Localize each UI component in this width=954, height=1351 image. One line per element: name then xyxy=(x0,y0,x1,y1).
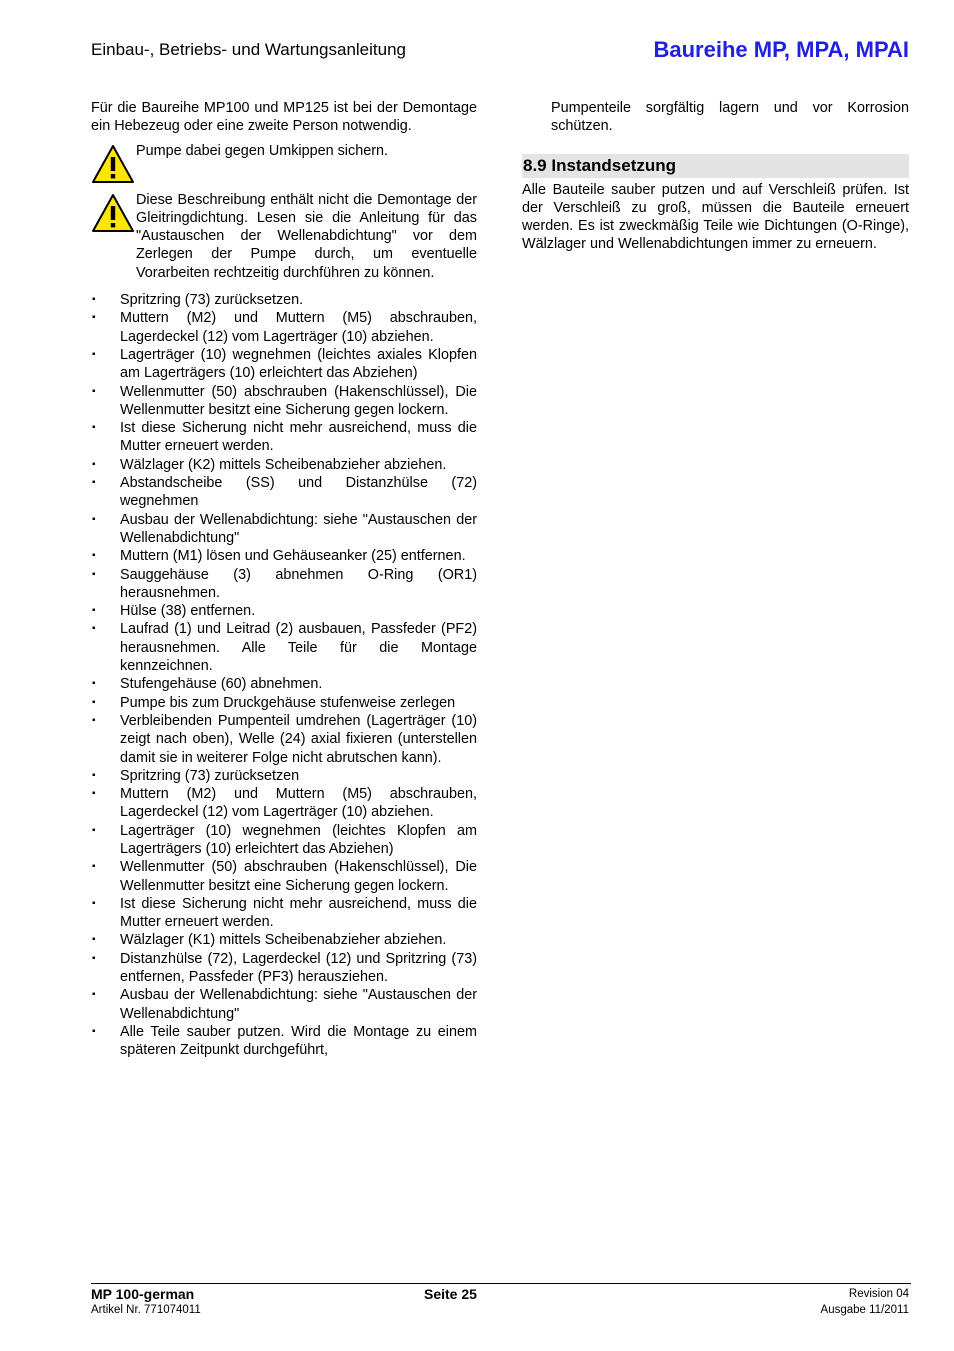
bullet-square-icon: ▪ xyxy=(92,422,96,434)
bullet-square-icon: ▪ xyxy=(92,861,96,873)
bullet-square-icon: ▪ xyxy=(92,824,96,836)
bullet-square-icon: ▪ xyxy=(92,477,96,489)
list-item xyxy=(91,986,477,1023)
right-column xyxy=(522,99,909,254)
list-item-text: Lagerträger (10) wegnehmen (leichtes axiales Klopfen am Lagerträgers (10) erleichtert das Abziehen) xyxy=(120,346,477,382)
bullet-square-icon: ▪ xyxy=(92,897,96,909)
bullet-square-icon: ▪ xyxy=(92,952,96,964)
list-item-text: Ist diese Sicherung nicht mehr ausreichend, muss die Mutter erneuert werden. xyxy=(120,420,477,455)
list-item-text: Pumpe bis zum Druckgehäuse stufenweise zerlegen xyxy=(120,694,456,711)
list-item-text: Sauggehäuse (3) abnehmen O-Ring (OR1) herausnehmen. xyxy=(120,566,477,601)
list-item-text: Muttern (M2) und Muttern (M5) abschrauben, Lagerdeckel (12) vom Lagerträger (10) abziehen. xyxy=(120,310,477,345)
warning-block-1 xyxy=(91,142,477,182)
list-item xyxy=(91,547,477,565)
bullet-square-icon: ▪ xyxy=(92,568,96,580)
list-item xyxy=(91,456,477,474)
list-item xyxy=(91,694,477,712)
list-item-text: Ausbau der Wellenabdichtung: siehe "Austauschen der Wellenabdichtung" xyxy=(120,511,477,546)
list-item-text: Muttern (M1) lösen und Gehäuseanker (25) entfernen. xyxy=(120,548,466,565)
list-item xyxy=(91,602,477,620)
list-item xyxy=(91,712,477,767)
warning-text-1: Pumpe dabei gegen Umkippen sichern. xyxy=(136,142,388,159)
list-item-text: Wälzlager (K2) mittels Scheibenabzieher abziehen. xyxy=(120,456,447,473)
bullet-square-icon: ▪ xyxy=(92,788,96,800)
footer-document-name: MP 100-german xyxy=(91,1286,195,1302)
footer-edition: Ausgabe 11/2011 xyxy=(820,1304,909,1316)
footer-divider xyxy=(91,1283,911,1284)
list-item-text: Spritzring (73) zurücksetzen. xyxy=(120,292,304,309)
header-series-title: Baureihe MP, MPA, MPAI xyxy=(653,37,909,62)
list-item xyxy=(91,822,477,859)
list-item-text: Laufrad (1) und Leitrad (2) ausbauen, Passfeder (PF2) herausnehmen. Alle Teile für die Montage kennzeichnen. xyxy=(120,621,477,675)
list-item-text: Verbleibenden Pumpenteil umdrehen (Lagerträger (10) zeigt nach oben), Welle (24) axial fixieren (unterstellen damit sie in weiterer Folge nicht abrutschen kann). xyxy=(120,712,477,766)
section-paragraph: Alle Bauteile sauber putzen und auf Verschleiß prüfen. Ist der Verschleiß zu groß, müssen die Bauteile erneuert werden. Es ist zweckmäßig Teile wie Dichtungen (O-Ringe), Wälzlager und Wellenabdichtungen immer zu erneuern. xyxy=(522,181,909,253)
list-item xyxy=(91,309,477,346)
list-item xyxy=(91,675,477,693)
continuation-paragraph: Pumpenteile sorgfältig lagern und vor Korrosion schützen. xyxy=(551,100,909,135)
list-item xyxy=(91,858,477,895)
left-column xyxy=(91,99,477,1060)
list-item-text: Alle Teile sauber putzen. Wird die Montage zu einem späteren Zeitpunkt durchgeführt, xyxy=(120,1023,477,1059)
bullet-square-icon: ▪ xyxy=(92,1025,96,1037)
section-heading: 8.9 Instandsetzung xyxy=(522,154,909,178)
list-item xyxy=(91,511,477,548)
list-item xyxy=(91,419,477,456)
bullet-square-icon: ▪ xyxy=(92,769,96,781)
list-item xyxy=(91,566,477,603)
warning-block-2 xyxy=(91,191,477,282)
list-item xyxy=(91,383,477,420)
list-item xyxy=(91,1023,477,1060)
list-item-text: Hülse (38) entfernen. xyxy=(120,603,256,620)
list-item-text: Abstandscheibe (SS) und Distanzhülse (72) wegnehmen xyxy=(120,475,477,510)
warning-triangle-icon xyxy=(91,193,135,233)
bullet-square-icon: ▪ xyxy=(92,385,96,397)
bullet-square-icon: ▪ xyxy=(92,714,96,726)
list-item-text: Distanzhülse (72), Lagerdeckel (12) und Spritzring (73) entfernen, Passfeder (PF3) herausziehen. xyxy=(120,950,477,986)
list-item xyxy=(91,767,477,785)
list-item-text: Spritzring (73) zurücksetzen xyxy=(120,767,300,784)
bullet-square-icon: ▪ xyxy=(92,934,96,946)
bullet-square-icon: ▪ xyxy=(92,312,96,324)
warning-text-2: Diese Beschreibung enthält nicht die Demontage der Gleitringdichtung. Lesen sie die Anleitung für das "Austauschen der Wellenabdichtung" vor dem Zerlegen der Pumpe durch, um eventuelle Vorarbeiten rechtzeitig durchführen zu können. xyxy=(136,191,477,281)
bullet-square-icon: ▪ xyxy=(92,294,96,306)
bullet-square-icon: ▪ xyxy=(92,678,96,690)
list-item xyxy=(91,291,477,309)
list-item xyxy=(91,785,477,822)
list-item xyxy=(91,895,477,932)
footer-revision: Revision 04 xyxy=(848,1288,909,1300)
list-item-text: Wellenmutter (50) abschrauben (Hakenschlüssel), Die Wellenmutter besitzt eine Sicherung gegen lockern. xyxy=(120,859,477,894)
list-item xyxy=(91,346,477,383)
list-item xyxy=(91,931,477,949)
list-item-text: Lagerträger (10) wegnehmen (leichtes Klopfen am Lagerträgers (10) erleichtert das Abziehen) xyxy=(120,822,477,857)
warning-triangle-icon xyxy=(91,144,135,184)
bullet-square-icon: ▪ xyxy=(92,458,96,470)
bullet-square-icon: ▪ xyxy=(92,605,96,617)
list-item-text: Stufengehäuse (60) abnehmen. xyxy=(120,676,323,693)
bullet-square-icon: ▪ xyxy=(92,696,96,708)
list-item-text: Muttern (M2) und Muttern (M5) abschrauben, Lagerdeckel (12) vom Lagerträger (10) abziehen. xyxy=(120,786,477,821)
bullet-square-icon: ▪ xyxy=(92,989,96,1001)
intro-paragraph: Für die Baureihe MP100 und MP125 ist bei der Demontage ein Hebezeug oder eine zweite Person notwendig. xyxy=(91,100,477,135)
disassembly-steps-list xyxy=(91,291,477,1059)
footer-article-number: Artikel Nr. 771074011 xyxy=(91,1304,201,1316)
list-item-text: Ist diese Sicherung nicht mehr ausreichend, muss die Mutter erneuert werden. xyxy=(120,895,477,931)
list-item xyxy=(91,620,477,675)
footer-page-number: Seite 25 xyxy=(424,1286,477,1302)
bullet-square-icon: ▪ xyxy=(92,550,96,562)
bullet-square-icon: ▪ xyxy=(92,623,96,635)
list-item-text: Wälzlager (K1) mittels Scheibenabzieher abziehen. xyxy=(120,932,447,949)
list-item xyxy=(91,474,477,511)
bullet-square-icon: ▪ xyxy=(92,513,96,525)
list-item xyxy=(91,950,477,987)
header-document-title: Einbau-, Betriebs- und Wartungsanleitung xyxy=(91,40,406,59)
list-item-text: Ausbau der Wellenabdichtung: siehe "Austauschen der Wellenabdichtung" xyxy=(120,987,477,1022)
bullet-square-icon: ▪ xyxy=(92,348,96,360)
list-item-text: Wellenmutter (50) abschrauben (Hakenschlüssel), Die Wellenmutter besitzt eine Sicherung gegen lockern. xyxy=(120,383,477,418)
